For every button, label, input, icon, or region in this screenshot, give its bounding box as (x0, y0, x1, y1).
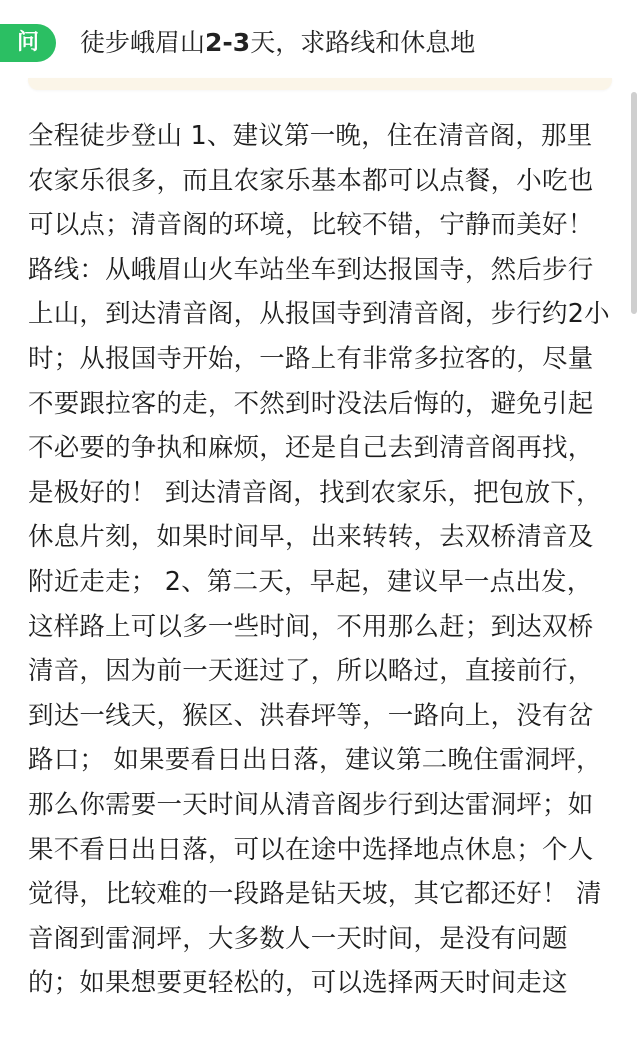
question-title-bold: 2-3 (205, 28, 251, 57)
question-title-suffix: 天，求路线和休息地 (250, 28, 476, 57)
answer-text: 全程徒步登山 1、建议第一晚，住在清音阁，那里农家乐很多，而且农家乐基本都可以点餐，小吃也可以点；清音阁的环境，比较不错，宁静而美好！ 路线：从峨眉山火车站坐车到达报国寺，然后步行上山，到达清音阁，从报国寺到清音阁，步行约2小时；从报国寺开始，一路上有非常多拉客的，尽量不要跟拉客的走，不然到时没法后悔的，避免引起不必要的争执和麻烦，还是自己去到清音阁再找，是极好的！ 到达清音阁，找到农家乐，把包放下，休息片刻，如果时间早，出来转转，去双桥清音及附近走走； 2、第二天，早起，建议早一点出发，这样路上可以多一些时间，不用那么赶；到达双桥清音，因为前一天逛过了，所以略过，直接前行，到达一线天，猴区、洪春坪等，一路向上，没有岔路口； 如果要看日出日落，建议第二晚住雷洞坪，那么你需要一天时间从清音阁步行到达雷洞坪；如果不看日出日落，可以在途中选择地点休息；个人觉得，比较难的一段路是钻天坡，其它都还好！ 清音阁到雷洞坪，大多数人一天时间，是没有问题的；如果想要更轻松的，可以选择两天时间走这 (28, 121, 610, 999)
question-header (0, 0, 640, 84)
scrollbar-thumb[interactable] (631, 92, 637, 314)
question-title-prefix: 徒步峨眉山 (80, 28, 206, 57)
question-divider (28, 78, 612, 90)
question-title (80, 24, 475, 62)
question-badge: 问 (0, 24, 56, 62)
